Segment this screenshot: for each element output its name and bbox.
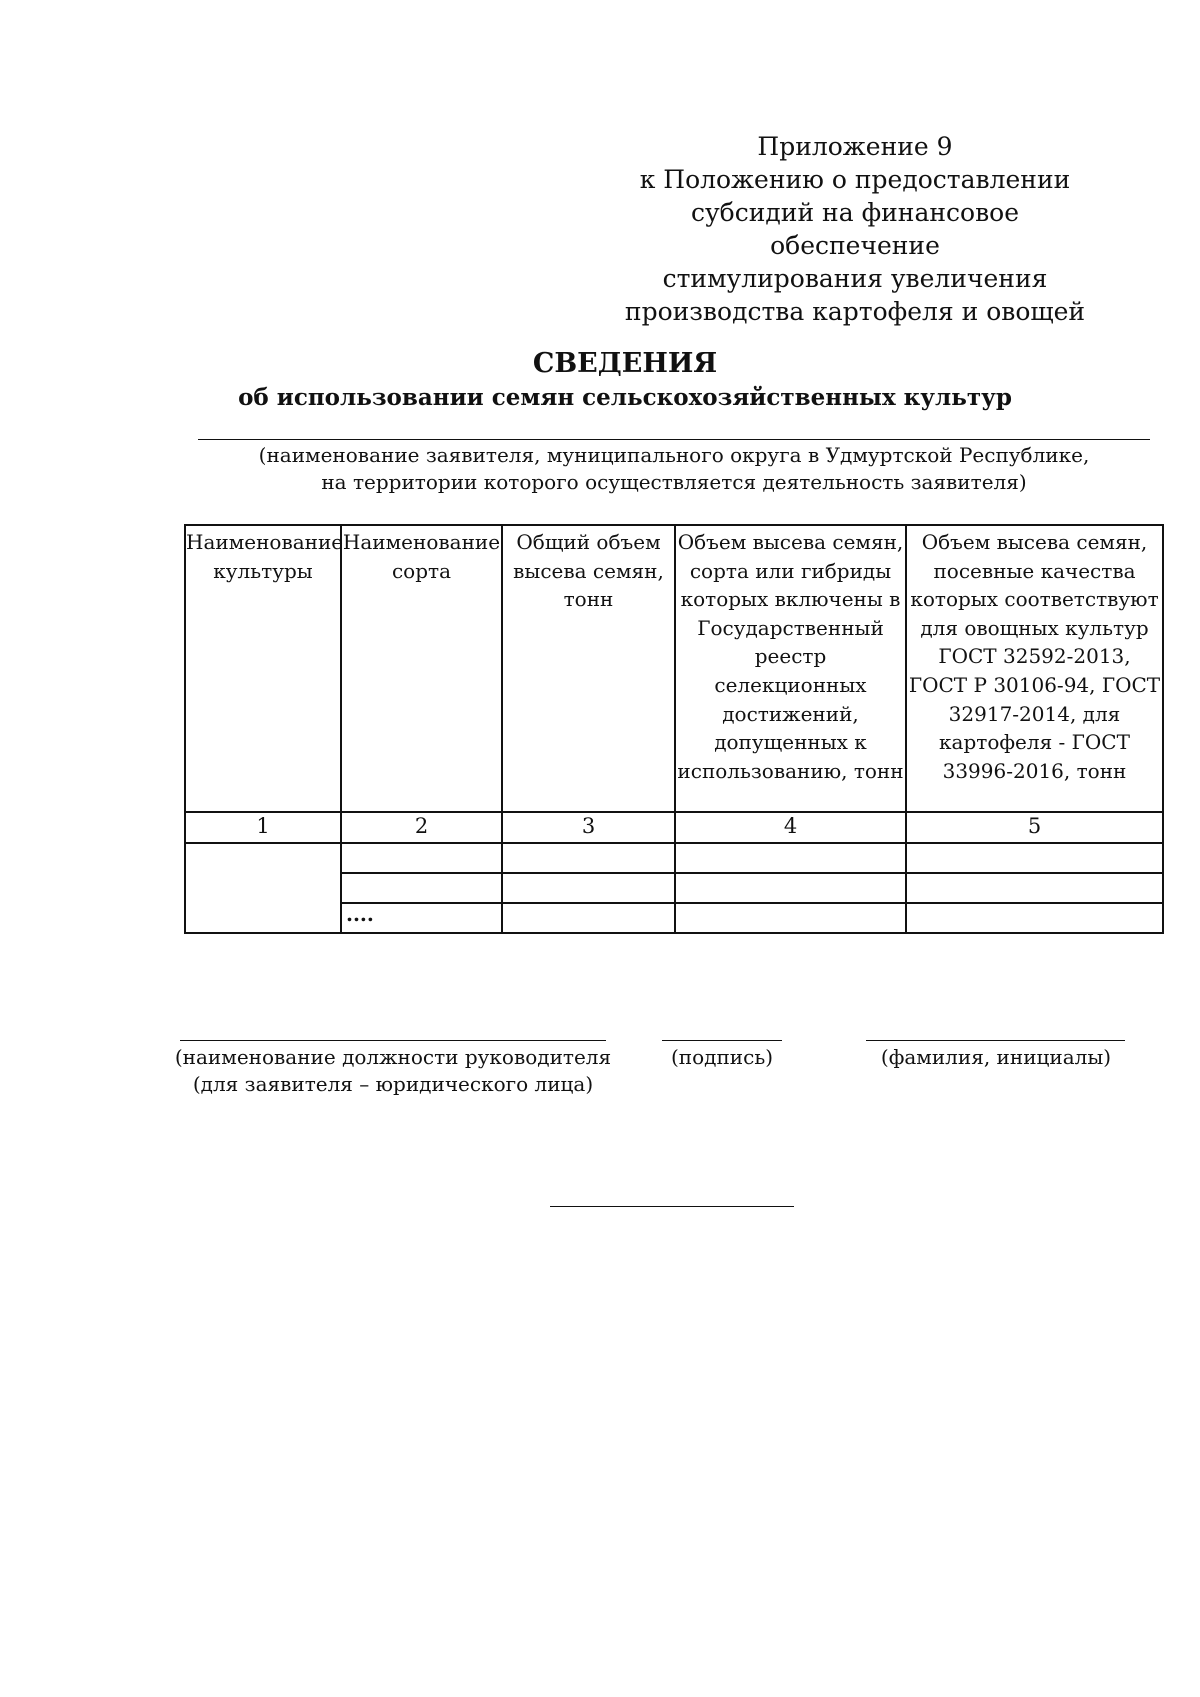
appendix-line: к Положению о предоставлении — [639, 165, 1071, 194]
applicant-caption-line: на территории которого осуществляется деятельность заявителя) — [321, 470, 1027, 494]
header-gost-volume: Объем высева семян, посевные качества которых соответствуют для овощных культур ГОСТ 32592-2013, ГОСТ Р 30106-94, ГОСТ 32917-2014, для картофеля - ГОСТ 33996-2016, тонн — [906, 525, 1163, 812]
table-cell[interactable] — [906, 843, 1163, 873]
appendix-line: стимулирования увеличения — [662, 264, 1048, 293]
bottom-line — [550, 1206, 794, 1207]
appendix-line: субсидий на финансовое обеспечение — [690, 198, 1020, 260]
header-registry-volume: Объем высева семян, сорта или гибриды которых включены в Государственный реестр селекционных достижений, допущенных к использованию, тонн — [675, 525, 906, 812]
title-main: СВЕДЕНИЯ — [532, 348, 718, 379]
signature-caption: (подпись) — [670, 1045, 774, 1069]
seeds-table — [184, 524, 1164, 934]
table-cell[interactable] — [675, 843, 906, 873]
applicant-caption — [198, 442, 1150, 496]
title-sub: об использовании семян сельскохозяйственных культур — [238, 384, 1012, 411]
position-caption — [165, 1044, 621, 1098]
appendix-line: производства картофеля и овощей — [624, 297, 1086, 326]
table-cell[interactable] — [502, 843, 675, 873]
document-title — [180, 346, 1070, 414]
table-cell[interactable] — [906, 903, 1163, 933]
table-cell[interactable] — [906, 873, 1163, 903]
table-cell[interactable] — [675, 903, 906, 933]
table-row — [185, 843, 1163, 873]
table-cell[interactable] — [502, 873, 675, 903]
position-caption-line: (наименование должности руководителя — [174, 1045, 612, 1069]
column-number: 5 — [906, 812, 1163, 843]
column-number: 1 — [185, 812, 341, 843]
header-total-volume: Общий объем высева семян, тонн — [502, 525, 675, 812]
column-number-row — [185, 812, 1163, 843]
applicant-caption-line: (наименование заявителя, муниципального округа в Удмуртской Республике, — [258, 443, 1090, 467]
appendix-block — [620, 130, 1090, 328]
column-number: 4 — [675, 812, 906, 843]
column-number: 3 — [502, 812, 675, 843]
header-variety-name: Наименование сорта — [341, 525, 502, 812]
crop-cell[interactable] — [185, 843, 341, 933]
appendix-line: Приложение 9 — [757, 132, 953, 161]
table-cell[interactable] — [502, 903, 675, 933]
name-field[interactable] — [866, 1040, 1125, 1041]
signature-field[interactable] — [662, 1040, 782, 1041]
table-header-row — [185, 525, 1163, 812]
position-caption-line: (для заявителя – юридического лица) — [192, 1072, 594, 1096]
column-number: 2 — [341, 812, 502, 843]
table-cell[interactable] — [341, 843, 502, 873]
table-cell[interactable] — [675, 873, 906, 903]
applicant-name-field[interactable] — [198, 439, 1150, 440]
position-field[interactable] — [180, 1040, 606, 1041]
name-caption: (фамилия, инициалы) — [880, 1045, 1112, 1069]
header-crop-name: Наименование культуры — [185, 525, 341, 812]
continuation-cell[interactable]: .... — [341, 903, 502, 933]
table-cell[interactable] — [341, 873, 502, 903]
